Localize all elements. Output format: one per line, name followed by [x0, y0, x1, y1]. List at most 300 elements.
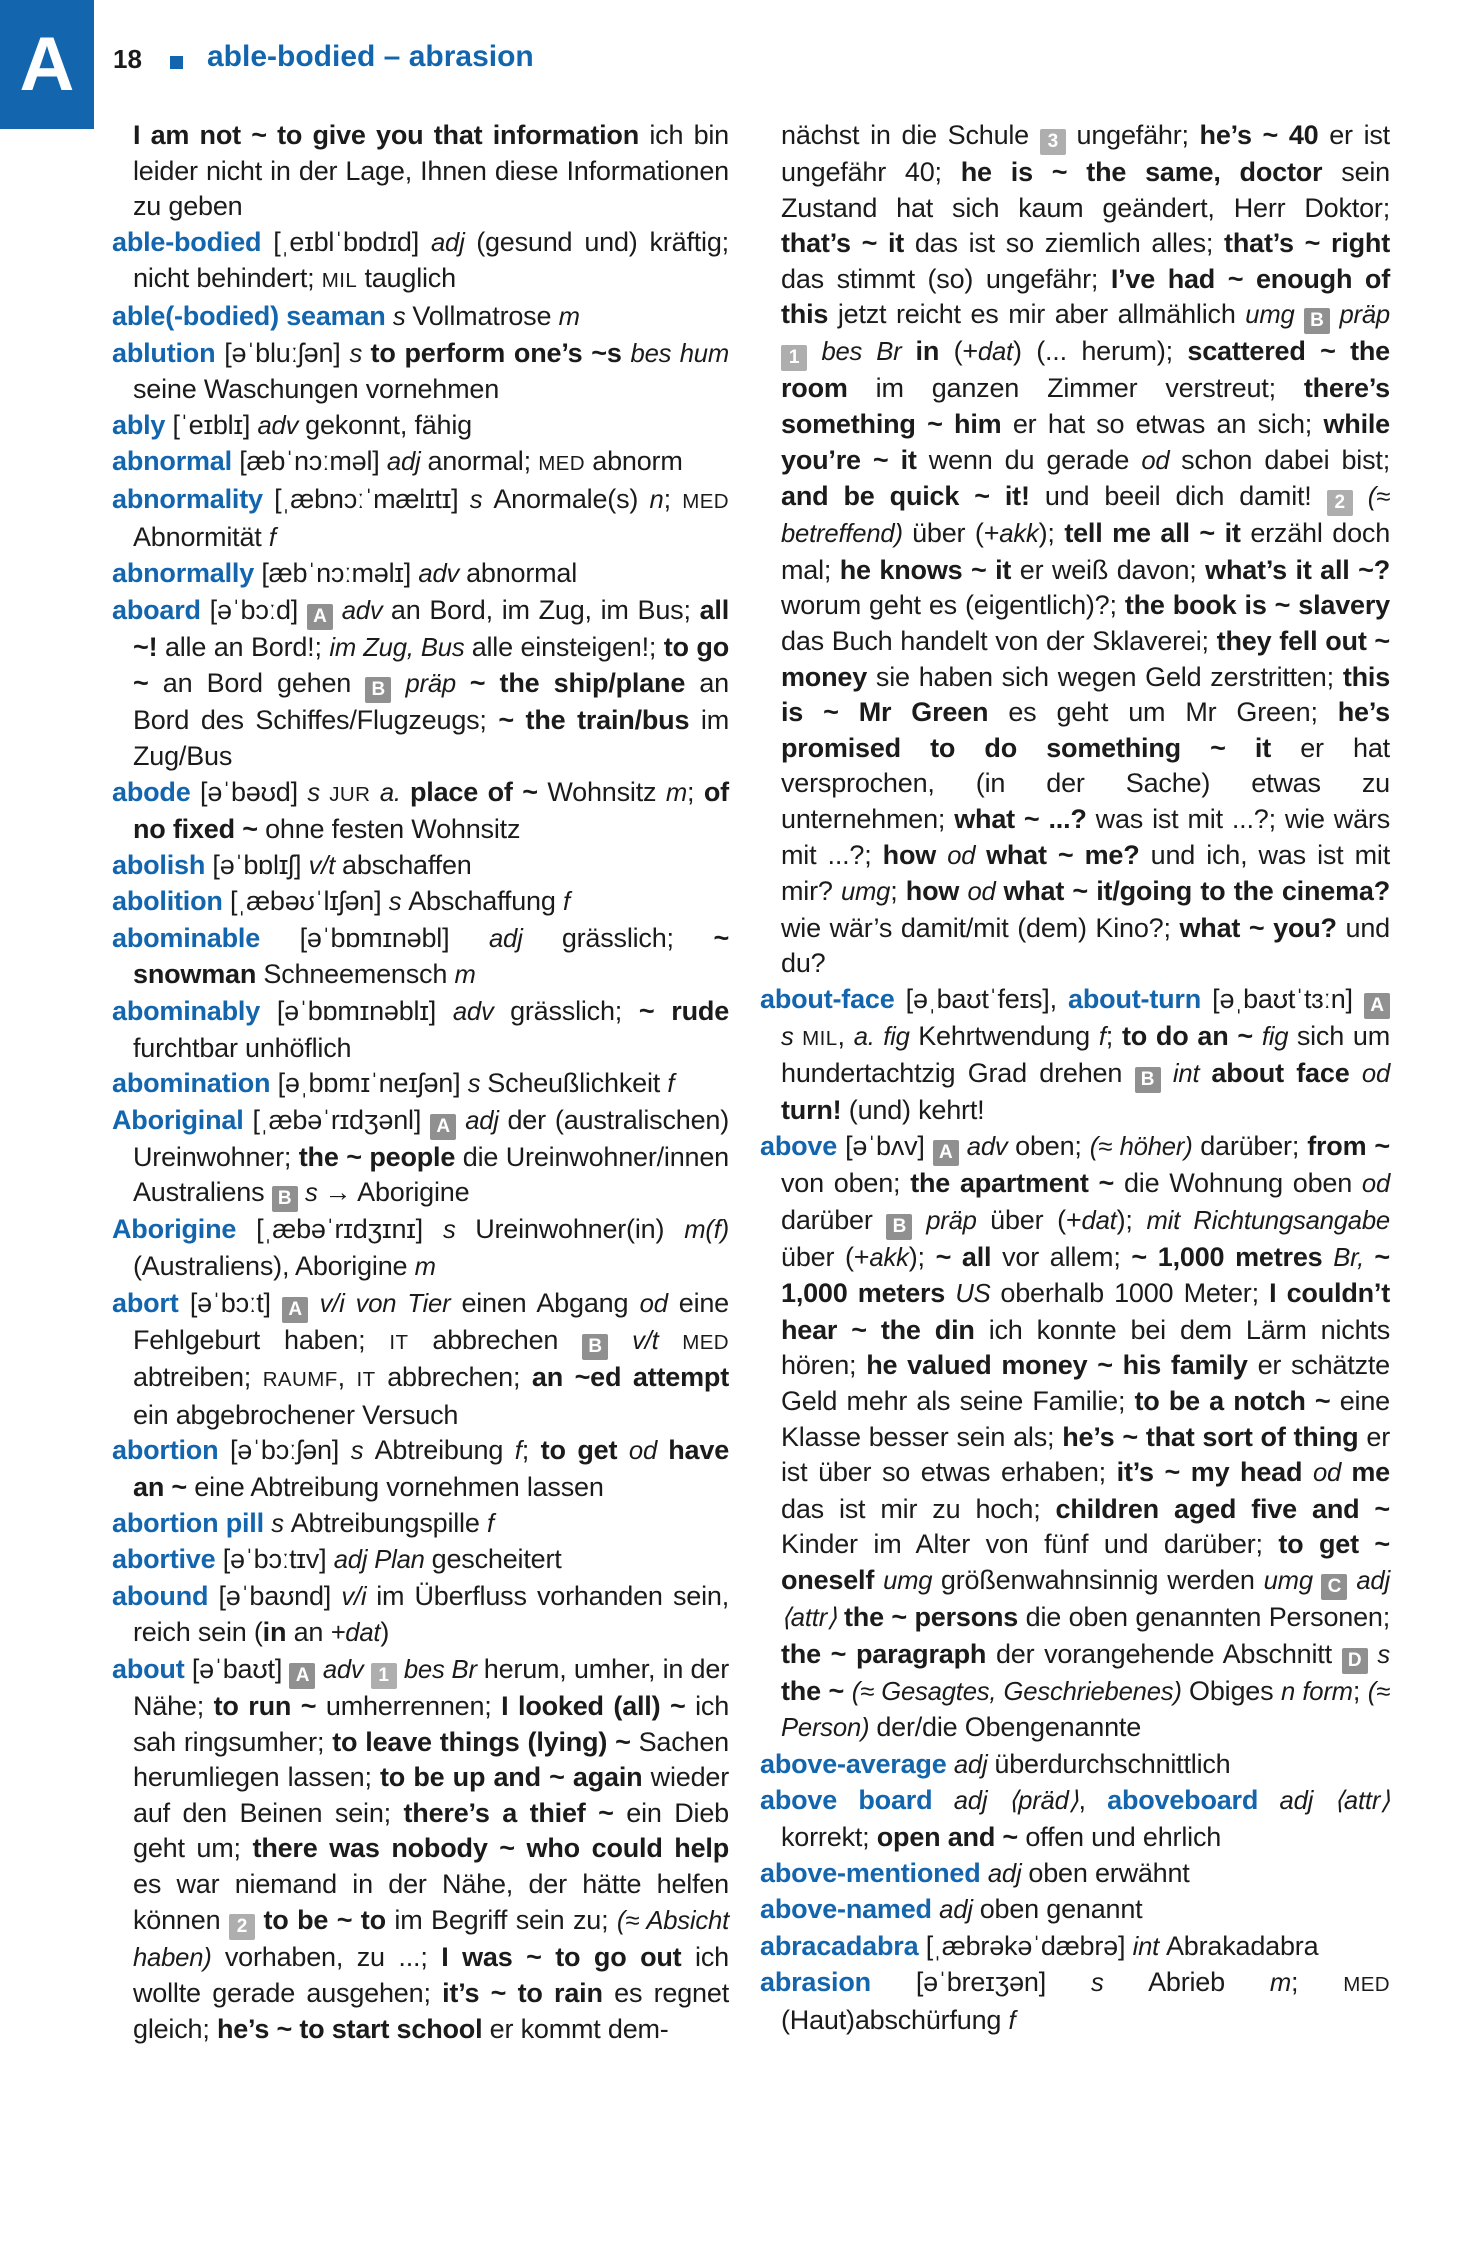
headword: abnormal [112, 446, 232, 477]
plain-text [370, 777, 380, 807]
italic-label: adj ⟨attr⟩ [1279, 1787, 1390, 1816]
plain-text: das ist so ziemlich alles; [914, 228, 1225, 259]
plain-text: ) (... herum); [1012, 336, 1188, 367]
plain-text: die oben genannten Personen; [1025, 1602, 1391, 1632]
bold-phrase: this is ~ Mr Green [781, 661, 1391, 728]
plain-text: alle an Bord!; [164, 631, 330, 662]
plain-text: [əˈbɒlɪʃ] [205, 849, 309, 880]
italic-label: f [1098, 1022, 1106, 1051]
italic-label: adv [257, 411, 306, 440]
plain-text: [əˈbluːʃən] [215, 337, 350, 368]
bold-phrase: to get [540, 1435, 629, 1466]
plain-text: es war niemand in der Nähe, der hätte helfen können [133, 1868, 729, 1935]
plain-text: über (+ [990, 1204, 1082, 1235]
italic-label: adv [322, 1655, 371, 1684]
bold-phrase: to be up and ~ again [380, 1762, 651, 1793]
field-label: MED [538, 452, 585, 476]
plain-text: [ˌæbrəkəˈdæbrə] [918, 1930, 1133, 1961]
plain-text: Abschaffung [408, 886, 563, 917]
plain-text: er kommt dem- [489, 2013, 669, 2044]
field-label: MED [1343, 1973, 1391, 1997]
dictionary-entry [112, 1433, 729, 1505]
italic-label: bes Br [821, 338, 916, 367]
italic-label: bes hum [630, 339, 729, 368]
italic-label: f [667, 1070, 675, 1099]
sense-letter-badge: A [430, 1114, 456, 1140]
header-bullet-icon [170, 56, 183, 69]
bold-phrase: I am not ~ to give you that information [133, 120, 650, 150]
sense-number-badge: 1 [781, 345, 807, 371]
italic-label: adj [488, 924, 562, 953]
plain-text: gekonnt, fähig [305, 409, 472, 440]
plain-text [912, 1205, 926, 1235]
plain-text: ich wollte gerade ausgehen; [133, 1941, 729, 2009]
plain-text: oben; [1015, 1131, 1090, 1162]
plain-text: [əˈbɔːtɪv] [215, 1544, 334, 1575]
plain-text: größenwahnsinnig werden [940, 1565, 1264, 1595]
plain-text: ich sah ringsumher; [133, 1690, 730, 1757]
bold-phrase: he valued money ~ his family [866, 1350, 1258, 1381]
plain-text: [əˈbɔːd] [200, 594, 307, 625]
italic-label: adj [987, 1859, 1029, 1888]
bold-phrase: ~ the ship/plane [469, 668, 700, 699]
plain-text: er weiß davon; [1019, 554, 1206, 585]
headword: abortion [112, 1435, 219, 1466]
plain-text: [æbˈnɔːməlɪ] [254, 558, 419, 589]
plain-text: an Bord gehen [162, 668, 366, 699]
sense-letter-badge: B [886, 1214, 912, 1240]
plain-text: das Buch handelt von der Sklaverei; [781, 625, 1217, 656]
plain-text [807, 336, 821, 366]
plain-text: Anormale(s) [493, 483, 650, 514]
plain-text: [ˌæbəʊˈlɪʃən] [222, 886, 389, 917]
running-head-title: able-bodied – abrasion [207, 40, 534, 73]
italic-label: s [349, 339, 371, 368]
dictionary-entry [112, 556, 729, 593]
plain-text: er schätzte Geld mehr als seine Familie; [781, 1350, 1390, 1417]
plain-text: die Ureinwohner/innen Australiens [133, 1141, 729, 1208]
headword: abortion pill [112, 1507, 264, 1538]
plain-text: herum, umher, in der Nähe; [133, 1653, 729, 1721]
plain-text [947, 1749, 954, 1779]
dictionary-entry [760, 1783, 1390, 1855]
italic-label: m [414, 1253, 436, 1282]
bold-phrase: there was nobody ~ who could help [252, 1833, 730, 1864]
bold-phrase: to run ~ [213, 1690, 326, 1721]
plain-text: es geht um Mr Green; [1008, 697, 1338, 728]
plain-text: ) [380, 1617, 390, 1648]
plain-text: Abnormität [133, 521, 269, 552]
bold-phrase: while you’re ~ it [781, 408, 1390, 475]
plain-text: an Bord, im Zug, im Bus; [390, 594, 700, 625]
bold-phrase: there’s a thief ~ [403, 1797, 627, 1828]
italic-label: od [1312, 1459, 1352, 1488]
italic-label: umg [1263, 1567, 1322, 1595]
plain-text: das ist mir zu hoch; [781, 1493, 1056, 1524]
headword: abound [112, 1580, 209, 1611]
plain-text: (Haut)abschürfung [781, 2004, 1009, 2035]
plain-text: die Wohnung oben [1123, 1168, 1362, 1199]
plain-text: wenn du gerade [928, 444, 1142, 475]
bold-phrase: to be ~ to [263, 1904, 395, 1935]
bold-phrase: turn! [781, 1095, 849, 1126]
italic-label: m [558, 302, 580, 331]
headword: abort [112, 1287, 179, 1318]
plain-text: [əˌbaʊtˈtɜːn] [1201, 983, 1364, 1014]
bold-phrase: open and ~ [876, 1821, 1026, 1852]
italic-label: adj ⟨präd⟩ [953, 1787, 1079, 1816]
italic-label: adj Plan [333, 1546, 432, 1575]
italic-label: od [1361, 1060, 1391, 1089]
plain-text [386, 301, 393, 331]
dictionary-entry [112, 1286, 729, 1434]
italic-label: bes Br [403, 1655, 484, 1684]
plain-text: Schneemensch [263, 959, 455, 990]
plain-text: Abtreibung [374, 1435, 515, 1466]
bold-phrase: what ~ ...? [954, 803, 1096, 834]
bold-phrase: ~ all [935, 1241, 1003, 1272]
plain-text [932, 1785, 953, 1815]
italic-label: m [665, 778, 688, 807]
sense-letter-badge: A [282, 1297, 308, 1323]
italic-label: akk [999, 520, 1039, 549]
plain-text: ohne festen Wohnsitz [265, 814, 521, 845]
dictionary-entry [112, 921, 729, 994]
italic-label: od [1361, 1170, 1391, 1199]
italic-label: v/t [632, 1326, 683, 1355]
headword: able-bodied [112, 226, 262, 257]
headword: above-mentioned [760, 1857, 981, 1888]
plain-text: furchtbar unhöflich [133, 1032, 352, 1063]
dictionary-entry [112, 482, 729, 556]
plain-text: Wohnsitz [547, 776, 666, 807]
bold-phrase: have an ~ [133, 1435, 730, 1502]
sense-letter-badge: B [1304, 308, 1330, 334]
italic-label: adv [452, 998, 511, 1027]
headword: abracadabra [760, 1930, 919, 1961]
bold-phrase: he’s promised to do something ~ it [781, 697, 1390, 763]
bold-phrase: he is ~ the same, doctor [960, 157, 1342, 187]
plain-text: ein Dieb geht um; [133, 1797, 729, 1864]
plain-text: abnorm [584, 446, 683, 477]
plain-text: [əˈbaʊt] [184, 1653, 290, 1684]
dictionary-entry [112, 1579, 729, 1652]
sense-letter-badge: A [933, 1140, 959, 1166]
plain-text: eine Abtreibung vornehmen lassen [194, 1472, 604, 1502]
plain-text [456, 1105, 465, 1135]
headword: above-named [760, 1894, 932, 1925]
plain-text: eine Klasse besser sein als; [781, 1386, 1390, 1452]
plain-text: er ist über so etwas erhaben; [781, 1421, 1390, 1488]
plain-text: [əˈbəʊd] [190, 776, 308, 807]
plain-text: ; [1352, 1675, 1368, 1706]
dictionary-entry [760, 982, 1390, 1129]
italic-label: n form [1281, 1677, 1353, 1706]
plain-text: [əˈbaʊnd] [208, 1580, 342, 1611]
dictionary-entry [112, 1212, 729, 1285]
bold-phrase: ~ 1,000 meters [781, 1241, 1390, 1309]
bold-phrase: how [882, 839, 948, 870]
bold-phrase: place of ~ [410, 776, 548, 807]
plain-text [1368, 1639, 1378, 1669]
italic-label: s [1090, 1969, 1149, 1998]
plain-text: , [337, 1362, 357, 1393]
plain-text: über (+ [781, 1241, 870, 1272]
field-label: IT [389, 1330, 409, 1354]
italic-label: m(f) [684, 1216, 730, 1245]
bold-phrase: I was ~ to go out [441, 1941, 696, 1972]
plain-text: ich konnte bei dem Lärm nichts hören; [781, 1314, 1390, 1381]
italic-label: akk [869, 1243, 909, 1272]
dictionary-entry [112, 444, 729, 482]
plain-text: ; [663, 483, 683, 514]
bold-phrase: he knows ~ it [839, 554, 1020, 585]
sense-letter-badge: A [307, 604, 333, 630]
sense-letter-badge: D [1342, 1648, 1368, 1674]
plain-text [1258, 1785, 1279, 1815]
plain-text: [əˌbaʊtˈfeɪs], [894, 983, 1069, 1014]
italic-label: +dat [330, 1619, 381, 1648]
sense-letter-badge: B [272, 1186, 298, 1212]
plain-text: [əˈbɒmɪnəbl] [260, 922, 489, 953]
plain-text: grässlich; [561, 922, 714, 953]
headword: able(-bodied) seaman [112, 300, 386, 331]
bold-phrase: he’s ~ that sort of thing [1062, 1421, 1367, 1452]
italic-label: n [649, 485, 664, 514]
bold-phrase: to perform one’s ~s [370, 337, 631, 368]
plain-text: ungefähr; [1065, 120, 1200, 150]
italic-label: od [628, 1437, 669, 1466]
bold-phrase: I looked (all) ~ [501, 1690, 696, 1721]
italic-label: präp [926, 1206, 991, 1235]
italic-label: f [562, 888, 570, 917]
plain-text: → Aborigine [324, 1177, 470, 1208]
plain-text: der (australischen) Ureinwohner; [133, 1104, 729, 1172]
plain-text: oben genannt [979, 1894, 1143, 1925]
italic-label: s [307, 778, 330, 807]
bold-phrase: what ~ it/going to the cinema? [1003, 876, 1390, 907]
headword: abolish [112, 849, 206, 880]
plain-text: abbrechen; [375, 1362, 532, 1393]
plain-text: im Überfluss vorhanden sein, reich sein ( [133, 1580, 729, 1648]
italic-label: präp [405, 670, 470, 699]
italic-label: adj [953, 1750, 995, 1779]
field-label: JUR [329, 782, 371, 806]
sense-letter-badge: A [289, 1663, 315, 1689]
italic-label: im Zug, Bus [329, 633, 472, 662]
plain-text: jetzt reicht es mir aber allmählich [837, 299, 1246, 330]
plain-text: [əˈbɔːʃən] [218, 1435, 351, 1466]
plain-text [608, 1325, 632, 1355]
italic-label: adj [465, 1106, 508, 1135]
plain-text [308, 1288, 319, 1318]
plain-text: das stimmt (so) ungefähr; [781, 263, 1111, 294]
italic-label: f [486, 1509, 494, 1538]
sense-letter-badge: B [582, 1334, 608, 1360]
plain-text: (+ [953, 336, 978, 367]
bold-phrase: children aged five and ~ [1055, 1493, 1391, 1524]
plain-text: (und) kehrt! [848, 1095, 985, 1126]
plain-text: abtreiben; [133, 1362, 263, 1393]
plain-text: darüber; [1200, 1131, 1308, 1162]
dictionary-entry [112, 1103, 729, 1213]
bold-phrase: about face [1211, 1058, 1362, 1089]
plain-text: ); [908, 1241, 936, 1272]
plain-text: [əˌbɒmɪˈneɪʃən] [270, 1068, 468, 1099]
dictionary-entry [760, 1747, 1390, 1784]
plain-text: der/die Obengenannte [876, 1712, 1142, 1743]
plain-text: abschaffen [342, 849, 472, 880]
italic-label: (≈ Absicht haben) [133, 1906, 729, 1972]
headword: ablution [112, 337, 216, 368]
plain-text: [æbˈnɔːməl] [231, 446, 387, 477]
plain-text: abbrechen [408, 1324, 583, 1355]
plain-text: [əˈbɒmɪnəblɪ] [260, 996, 453, 1027]
italic-label: od [639, 1289, 679, 1318]
italic-label: mit Richtungsangabe [1146, 1206, 1390, 1235]
italic-label: s [271, 1509, 291, 1538]
bold-phrase: what ~ you? [1179, 912, 1346, 943]
dictionary-entry [112, 1542, 729, 1579]
plain-text [959, 1131, 967, 1161]
italic-label: dat [1081, 1206, 1117, 1235]
dictionary-entry [760, 118, 1390, 982]
italic-label: (≈ höher) [1089, 1133, 1201, 1162]
italic-label: s [392, 302, 413, 331]
plain-text: seine Waschungen vornehmen [133, 374, 500, 405]
italic-label: s [467, 1070, 488, 1099]
plain-text: über (+ [912, 518, 1000, 549]
italic-label: od [967, 878, 1004, 907]
italic-label: f [268, 523, 276, 552]
plain-text: tauglich [357, 263, 456, 294]
dictionary-entry [760, 1929, 1390, 1966]
italic-label: dat [977, 338, 1013, 367]
bold-phrase: ~ rude [638, 996, 730, 1027]
italic-label: adj [430, 228, 477, 257]
headword: Aborigine [112, 1214, 237, 1245]
field-label: MIL [321, 269, 358, 293]
plain-text: Scheußlichkeit [487, 1068, 668, 1099]
plain-text: [əˈbɔːt] [178, 1287, 283, 1318]
plain-text: und du? [781, 912, 1390, 979]
plain-text: sein Zustand hat sich kaum geändert, Herr Doktor; [781, 157, 1390, 223]
column-right [760, 118, 1390, 2040]
bold-phrase: I’ve had ~ enough of this [781, 263, 1390, 330]
headword: abominably [112, 996, 261, 1027]
italic-label: v/t [308, 851, 342, 880]
plain-text: im ganzen Zimmer verstreut; [875, 373, 1304, 404]
plain-text: der vorangehende Abschnitt [995, 1638, 1342, 1669]
plain-text: [ˌæbəˈrɪdʒɪnɪ] [236, 1214, 443, 1245]
plain-text: nächst in die Schule [781, 120, 1040, 150]
dictionary-entry [112, 1652, 729, 2047]
plain-text [981, 1858, 988, 1888]
plain-text: vorhaben, zu ...; [224, 1941, 442, 1972]
bold-phrase: to leave things (lying) ~ [332, 1726, 639, 1757]
plain-text: gescheitert [431, 1544, 562, 1575]
bold-phrase: he’s ~ 40 [1199, 120, 1330, 150]
plain-text: alle einsteigen!; [471, 631, 664, 662]
plain-text: ; [890, 876, 906, 907]
plain-text: sie haben sich wegen Geld zerstritten; [875, 661, 1343, 692]
plain-text: [əˈbʌv] [837, 1131, 933, 1162]
plain-text: es regnet gleich; [133, 1978, 729, 2044]
plain-text: Vollmatrose [412, 300, 559, 331]
sense-number-badge: 3 [1040, 129, 1066, 155]
italic-label: s [350, 1437, 375, 1466]
italic-label: f [1008, 2006, 1016, 2035]
bold-phrase: an ~ed attempt [531, 1362, 729, 1393]
plain-text: abnormal [466, 558, 578, 589]
plain-text: eine Fehlgeburt haben; [133, 1287, 729, 1355]
field-label: IT [356, 1368, 376, 1392]
headword: above board [760, 1785, 933, 1816]
italic-label: v/i [341, 1582, 377, 1611]
bold-phrase: it’s ~ to rain [442, 1978, 615, 2009]
dictionary-entry [112, 775, 729, 848]
bold-phrase: what’s it all ~? [1205, 554, 1390, 585]
column-left [112, 118, 729, 2047]
alphabet-tab[interactable]: A [0, 0, 94, 129]
italic-label: s [469, 485, 494, 514]
plain-text: ; [521, 1435, 541, 1466]
plain-text: ); [1038, 518, 1065, 549]
sense-letter-badge: B [365, 677, 391, 703]
sense-letter-badge: C [1321, 1574, 1347, 1600]
bold-phrase: all ~! [133, 594, 729, 662]
page-number: 18 [113, 44, 142, 74]
plain-text: schon dabei bist; [1181, 444, 1390, 475]
bold-phrase: to go ~ [133, 631, 730, 699]
plain-text: an Bord des Schiffes/Flugzeugs; [133, 668, 729, 736]
dictionary-entry [760, 1856, 1390, 1893]
plain-text [391, 668, 405, 698]
italic-label: adj ⟨attr⟩ [781, 1567, 1390, 1632]
italic-label: a. [379, 778, 411, 807]
plain-text: überdurchschnittlich [994, 1748, 1231, 1779]
plain-text: erzähl doch mal; [781, 518, 1391, 585]
plain-text: im Zug/Bus [133, 705, 729, 771]
plain-text: Ureinwohner(in) [475, 1214, 685, 1245]
field-label: MIL [802, 1026, 838, 1050]
plain-text: ein abgebrochener Versuch [133, 1399, 459, 1430]
italic-label: umg [883, 1567, 941, 1595]
bold-phrase: the ~ people [298, 1141, 463, 1172]
headword: about-face [760, 983, 895, 1014]
italic-label: fig [1261, 1022, 1297, 1051]
plain-text: oberhalb 1000 Meter; [1000, 1278, 1270, 1309]
plain-text: Obiges [1189, 1675, 1282, 1706]
bold-phrase: how [905, 876, 968, 907]
bold-phrase: it’s ~ my head [1116, 1457, 1313, 1488]
bold-phrase: me [1351, 1457, 1390, 1488]
italic-label: umg [1245, 301, 1304, 330]
dictionary-entry [112, 1506, 729, 1543]
plain-text: wieder auf den Beinen sein; [133, 1762, 729, 1828]
plain-text: an [286, 1617, 331, 1648]
field-label: MED [682, 1330, 729, 1354]
bold-phrase: that’s ~ right [1224, 228, 1390, 259]
plain-text: [əˈbreɪʒən] [870, 1967, 1091, 1998]
plain-text: worum geht es (eigentlich)?; [781, 590, 1125, 621]
bold-phrase: the ~ persons [844, 1602, 1026, 1632]
sense-letter-badge: A [1364, 993, 1390, 1019]
plain-text: wie wär’s damit/mit (dem) Kino?; [781, 912, 1180, 943]
plain-text: was ist mit ...?; wie wärs mit ...?; [781, 803, 1390, 870]
plain-text: korrekt; [781, 1821, 877, 1852]
italic-label: s [388, 888, 409, 917]
